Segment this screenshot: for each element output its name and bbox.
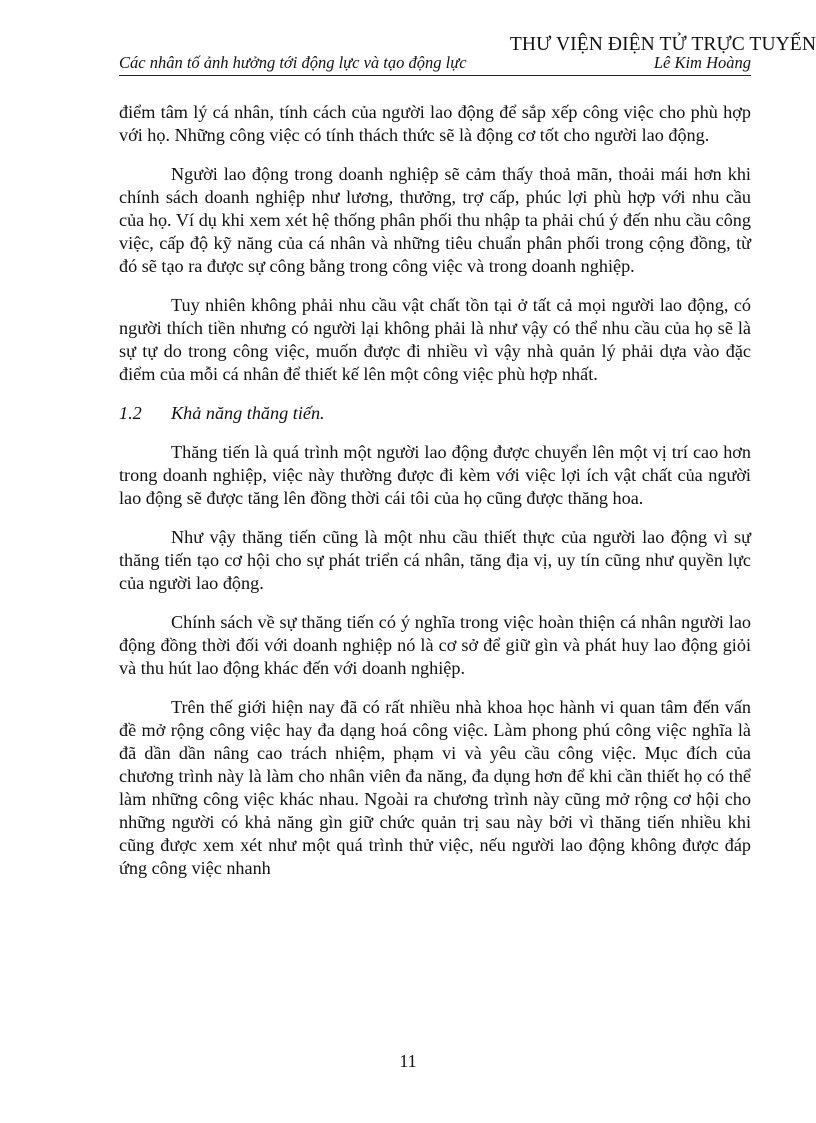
paragraph: Như vậy thăng tiến cũng là một nhu cầu thiết thực của người lao động vì sự thăng tiến tạo cơ hội cho sự phát triển cá nhân, tăng địa vị, uy tín cũng như quyền lực của người lao động. [119, 527, 751, 593]
paragraph: Tuy nhiên không phải nhu cầu vật chất tồn tại ở tất cả mọi người lao động, có người thích tiền nhưng có người lại không phải là như vậy có thể nhu cầu của họ sẽ là sự tự do trong công việc, muốn được đi nhiều vì vậy nhà quản lý phải dựa vào đặc điểm của mỗi cá nhân để thiết kế lên một công việc phù hợp nhất. [119, 295, 751, 384]
paragraph: Chính sách về sự thăng tiến có ý nghĩa trong việc hoàn thiện cá nhân người lao động đồng thời đối với doanh nghiệp nó là cơ sở để giữ gìn và phát huy lao động giỏi và thu hút lao động khác đến với doanh nghiệp. [119, 612, 751, 678]
library-banner: THƯ VIỆN ĐIỆN TỬ TRỰC TUYẾN [509, 34, 816, 55]
paragraph: Trên thế giới hiện nay đã có rất nhiều nhà khoa học hành vi quan tâm đến vấn đề mở rộng công việc hay đa dạng hoá công việc. Làm phong phú công việc nghĩa là đã dần dần nâng cao trách nhiệm, phạm vi và yêu cầu công việc. Mục đích của chương trình này là làm cho nhân viên đa năng, đa dụng hơn để khi cần thiết họ có thể làm những công việc khác nhau. Ngoài ra chương trình này cũng mở rộng cơ hội cho những người có khả năng gìn giữ chức quản trị sau này bởi vì thăng tiến nhiều khi cũng được xem xét như một quá trình thử việc, nếu người lao động không được đáp ứng công việc nhanh [119, 697, 751, 878]
section-heading [119, 402, 751, 425]
page-number: 11 [399, 1051, 417, 1071]
paragraph-continuation: điểm tâm lý cá nhân, tính cách của người lao động để sắp xếp công việc cho phù hợp với họ. Những công việc có tính thách thức sẽ là động cơ tốt cho người lao động. [119, 102, 751, 145]
paragraph: Người lao động trong doanh nghiệp sẽ cảm thấy thoả mãn, thoải mái hơn khi chính sách doanh nghiệp như lương, thưởng, trợ cấp, phúc lợi phù hợp với nhu cầu của họ. Ví dụ khi xem xét hệ thống phân phối thu nhập ta phải chú ý đến nhu cầu công việc, cấp độ kỹ năng của cá nhân và những tiêu chuẩn phân phối trong cộng đồng, từ đó sẽ tạo ra được sự công bằng trong công việc và trong doanh nghiệp. [119, 164, 751, 276]
section-number: 1.2 [119, 403, 142, 423]
section-title: Khả năng thăng tiến. [171, 403, 325, 423]
header-author: Lê Kim Hoàng [653, 53, 751, 72]
header-title: Các nhân tố ảnh hưởng tới động lực và tạo động lực [119, 53, 467, 72]
page-header [119, 53, 751, 76]
paragraph: Thăng tiến là quá trình một người lao động được chuyển lên một vị trí cao hơn trong doanh nghiệp, việc này thường được đi kèm với việc lợi ích vật chất của người lao động sẽ được tăng lên đồng thời cái tôi của họ cũng được thăng hoa. [119, 442, 751, 508]
document-body [119, 101, 751, 896]
